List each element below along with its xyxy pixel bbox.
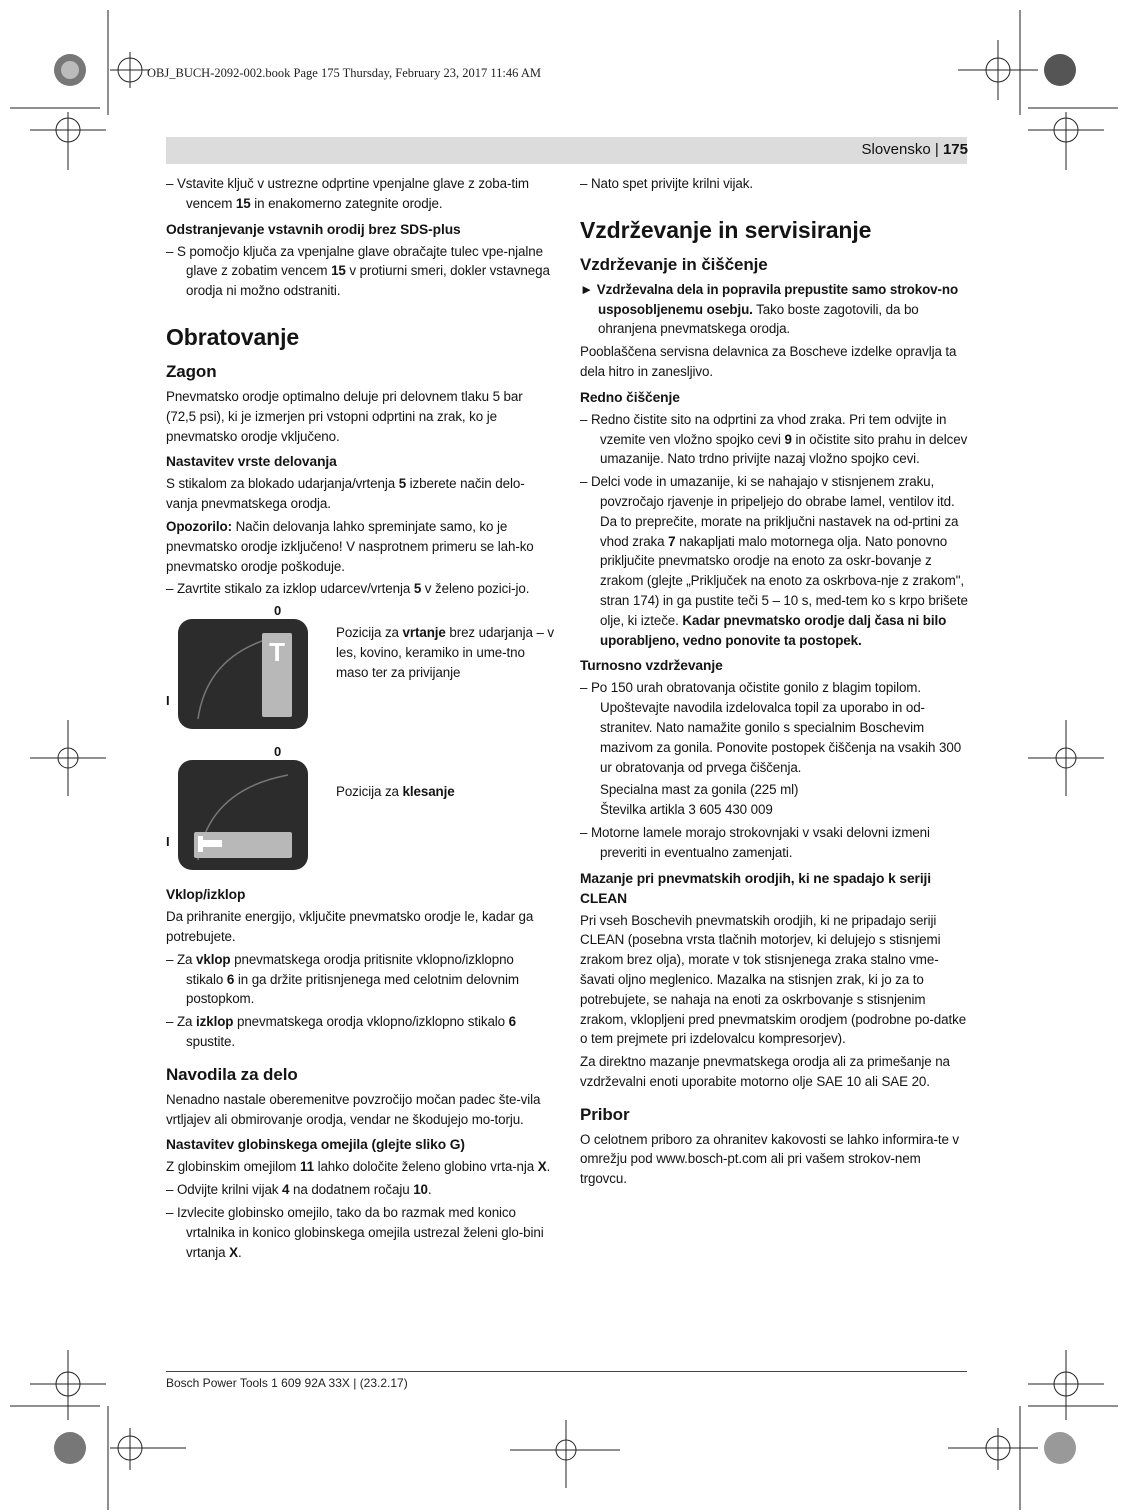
print-slug: OBJ_BUCH-2092-002.book Page 175 Thursday, February 23, 2017 11:46 AM <box>147 66 541 80</box>
heading-work-tips: Navodila za delo <box>166 1064 298 1084</box>
paragraph-note: Opozorilo: Način delovanja lahko spreminjate samo, ko je pnevmatsko orodje izključeno! V nasprotnem primeru se lah-ko pnevmatsko orodje poškoduje. <box>166 518 534 574</box>
figure-caption-chiselling: Pozicija za klesanje <box>336 784 455 800</box>
paragraph-depth-stop: Z globinskim omejilom 11 lahko določite želeno globino vrta-nja X. <box>166 1159 551 1175</box>
figure-chiselling-position <box>166 744 551 879</box>
heading-maintenance-cleaning: Vzdrževanje in čiščenje <box>580 254 768 274</box>
figure-label-zero: 0 <box>274 603 282 619</box>
paragraph-switch-off: – Za izklop pnevmatskega orodja vklopno/izklopno stikalo 6 spustite. <box>166 1014 516 1049</box>
paragraph-pull-out-stop: – Izvlecite globinsko omejilo, tako da bo razmak med konico vrtalnika in konico globinskega omejila ustrezal želeni glo-bini vrtanja X. <box>166 1204 544 1260</box>
heading-operation: Obratovanje <box>166 323 300 350</box>
registration-mark-bottom-right <box>928 1340 1128 1512</box>
heading-remove-tools: Odstranjevanje vstavnih orodij brez SDS-plus <box>166 221 461 237</box>
paragraph-turn-switch: – Zavrtite stikalo za izklop udarcev/vrtenja 5 v želeno pozici-jo. <box>166 581 530 597</box>
running-header <box>862 141 969 158</box>
heading-accessories: Pribor <box>580 1104 630 1124</box>
page-number: 175 <box>942 141 968 158</box>
figure-label-one: I <box>166 834 170 850</box>
header-separator: | <box>934 141 939 158</box>
heading-on-off: Vklop/izklop <box>166 887 246 903</box>
registration-mark-bottom-center <box>510 1420 620 1490</box>
paragraph-loosen-screw: – Odvijte krilni vijak 4 na dodatnem ročaju 10. <box>166 1182 432 1198</box>
paragraph-work-tips: Nenadno nastale oberemenitve povzročijo močan padec šte-vila vrtljajev ali obmirovanje orodja, vendar ne škodujejo mo-torju. <box>166 1091 541 1127</box>
paragraph-grease: Specialna mast za gonila (225 ml) <box>600 782 799 798</box>
figure-label-one: I <box>166 693 170 709</box>
header-band <box>166 137 967 164</box>
registration-mark-mid-left <box>30 720 110 800</box>
paragraph-remove-tools: – S pomočjo ključa za vpenjalne glave obračajte tulec vpe-njalne glave z zobatim vencem 15 v protiurni smeri, dokler vstavnega orodja ni možno odstraniti. <box>166 243 550 299</box>
registration-mark-bottom-left <box>0 1340 200 1512</box>
figure-drilling-position <box>166 603 555 738</box>
paragraph-on-off: Da prihranite energijo, vključite pnevmatsko orodje le, kadar ga potrebujete. <box>166 909 534 944</box>
heading-depth-stop: Nastavitev globinskega omejila (glejte sliko G) <box>166 1137 465 1153</box>
paragraph-accessories: O celotnem priboro za ohranitev kakovosti se lahko informira-te v omrežju pod www.bosch-pt.com ali pri vašem strokov-nem trgovcu. <box>580 1131 960 1187</box>
paragraph-start: Pnevmatsko orodje optimalno deluje pri delovnem tlaku 5 bar (72,5 psi), ki je izmerjen pri vstopni odprtini na zrak, ko je pnevmatsko orodje vključeno. <box>166 388 523 444</box>
header-language: Slovensko <box>861 141 931 158</box>
footer-text: Bosch Power Tools 1 609 92A 33X | (23.2.17) <box>166 1376 408 1390</box>
heading-maintenance: Vzdrževanje in servisiranje <box>580 216 872 243</box>
right-column <box>580 174 968 1192</box>
paragraph-warning: ► Vzdrževalna dela in popravila prepustite samo strokov-no usposobljenemu osebju. Tako boste zagotovili, da bo ohranjena pnevmatskega orodja. <box>580 281 959 337</box>
paragraph-insert-key: – Vstavite ključ v ustrezne odprtine vpenjalne glave z zoba-tim vencem 15 in enakomerno zategnite orodje. <box>166 176 529 211</box>
heading-regular-cleaning: Redno čiščenje <box>580 389 680 405</box>
paragraph-water-dirt: – Delci vode in umazanije, ki se nahajajo v stisnjenem zraku, povzročajo rjavenje in pripeljejo do obrabe lamel, ventilov itd. Da to preprečite, morate na priključni nastavek na od-prtini za vhod zraka 7 nakapljati malo motornega olja. Nato ponovno priključite pnevmatsko orodje na enoto za oskr-bovanje z zrakom (glejte „Priključek na enoto za oskrbova-nje z zrakom", stran 174) in ga pustite teči 5 – 10 s, med-tem ko s krpo brišete olje, ki izteče. Kadar pnevmatsko orodje dalj časa ni bilo uporabljeno, vedno ponovite ta postopek. <box>580 474 968 648</box>
paragraph-motor-vanes: – Motorne lamele morajo strokovnjaki v vsaki delovni izmeni preveriti in eventualno zamenjati. <box>580 824 930 860</box>
figure-caption-drilling: Pozicija za vrtanje brez udarjanja – v les, kovino, keramiko in ume-tno maso ter za privijanje <box>336 625 555 680</box>
heading-periodic-maintenance: Turnosno vzdrževanje <box>580 658 723 674</box>
registration-mark-mid-right <box>1028 720 1108 800</box>
switch-drilling-icon <box>178 619 308 729</box>
paragraph-clean-sieve: – Redno čistite sito na odprtini za vhod zraka. Pri tem odvijte in vzemite ven vložno spojko cevi 9 in očistite sito prahu in delcev umazanije. Nato trdno privijte nazaj vložno spojko cevi. <box>580 411 968 467</box>
paragraph-article-number: Številka artikla 3 605 430 009 <box>600 802 773 818</box>
paragraph-switch-on: – Za vklop pnevmatskega orodja pritisnite vklopno/izklopno stikalo 6 in ga držite pritisnjenega med celotnim delovnim postopkom. <box>166 951 519 1007</box>
heading-start: Zagon <box>166 361 217 381</box>
registration-mark-top-right <box>928 0 1128 200</box>
switch-chiselling-icon <box>178 760 308 870</box>
footer-rule <box>166 1371 967 1372</box>
paragraph-mode: S stikalom za blokado udarjanja/vrtenja 5 izberete način delo-vanja pnevmatskega orodja. <box>166 476 525 512</box>
figure-label-zero: 0 <box>274 744 282 760</box>
paragraph-retighten: – Nato spet privijte krilni vijak. <box>580 176 753 191</box>
switch-letter: T <box>269 637 285 668</box>
switch-illustration-drilling <box>178 619 308 729</box>
paragraph-service: Pooblaščena servisna delavnica za Boscheve izdelke opravlja ta dela hitro in zanesljivo. <box>580 344 957 379</box>
paragraph-lubrication-2: Za direktno mazanje pnevmatskega orodja ali za primešanje na vzdrževalni enoti uporabite motorno olje SAE 10 ali SAE 20. <box>580 1054 950 1089</box>
paragraph-clean-gear: – Po 150 urah obratovanja očistite gonilo z blagim topilom. Upoštevajte navodila izdelovalca topil za uporabo in od-stranitev. Nato namažite gonilo s specialnim Boschevim mazivom za gonila. Ponovite postopek čiščenja na vsakih 300 ur obratovanja od prvega čiščenja. <box>580 680 962 775</box>
heading-lubrication: Mazanje pri pnevmatskih orodjih, ki ne spadajo k seriji CLEAN <box>580 870 932 906</box>
registration-mark-top-left <box>0 0 200 200</box>
switch-illustration-chiselling <box>178 760 308 870</box>
left-column <box>166 174 555 1265</box>
heading-mode: Nastavitev vrste delovanja <box>166 454 337 470</box>
paragraph-lubrication-1: Pri vseh Boschevih pnevmatskih orodjih, ki ne pripadajo seriji CLEAN (posebna vrsta tlačnih motorjev, ki delujejo s stisnjemi zrakom brez olja), morate v tok stisnjenega zraka stalno vme-šavati oljno meglenico. Mazalka na stisnjen zrak, ki jo za to potrebujete, se nahaja na enoti za oskrbovanje s stisnjenim zrakom, vklopljeni pred pnevmatskim orodjem (podrobne po-datke o tem prejmete pri izdelovalcu kompresorjev). <box>580 912 967 1047</box>
